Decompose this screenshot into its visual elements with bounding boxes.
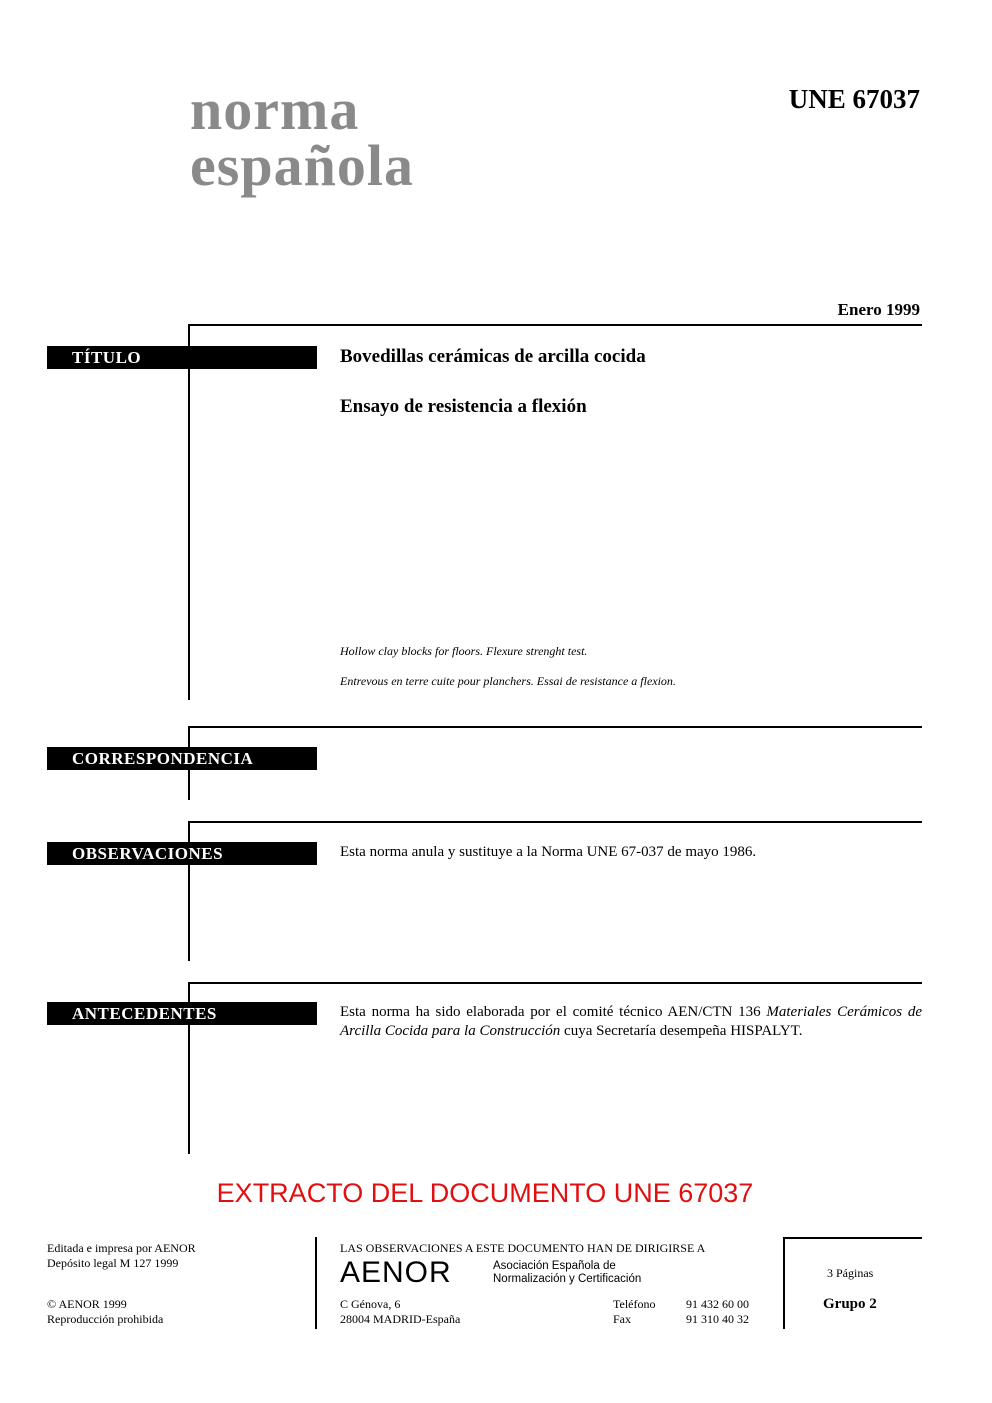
label-antecedentes: ANTECEDENTES xyxy=(47,1002,317,1025)
title-english: Hollow clay blocks for floors. Flexure strenght test. xyxy=(340,644,588,658)
aenor-org-line1: Asociación Española de xyxy=(493,1260,616,1272)
section-divider xyxy=(188,982,922,984)
footer-fax-label: Fax xyxy=(613,1312,631,1326)
footer-phone: 91 432 60 00 xyxy=(686,1297,749,1311)
page-count: 3 Páginas xyxy=(827,1266,874,1280)
norma-title-line2: española xyxy=(190,133,414,198)
footer-deposit: Depósito legal M 127 1999 xyxy=(47,1256,179,1270)
norma-title-line1: norma xyxy=(190,77,360,142)
standard-code: UNE 67037 xyxy=(788,84,920,114)
footer-address xyxy=(340,1297,460,1327)
footer-divider xyxy=(315,1237,317,1329)
footer-observations-note: LAS OBSERVACIONES A ESTE DOCUMENTO HAN DE DIRIGIRSE A xyxy=(340,1241,706,1255)
footer-contact-values xyxy=(686,1297,749,1327)
label-correspondencia: CORRESPONDENCIA xyxy=(47,747,317,770)
footer-publisher xyxy=(47,1241,196,1271)
section-divider xyxy=(188,726,922,728)
pages-box-side xyxy=(783,1237,785,1329)
footer-fax: 91 310 40 32 xyxy=(686,1312,749,1326)
title-french: Entrevous en terre cuite pour planchers. Essai de resistance a flexion. xyxy=(340,674,676,688)
norma-espanola-title xyxy=(190,77,414,198)
section-rule xyxy=(188,324,190,700)
antecedentes-text xyxy=(340,1003,922,1041)
pages-box-top xyxy=(783,1237,922,1239)
antecedentes-text-a: Esta norma ha sido elaborada por el comité técnico AEN/CTN 136 xyxy=(340,1004,767,1020)
aenor-logo: AENOR xyxy=(340,1256,452,1289)
footer-copyright: © AENOR 1999 xyxy=(47,1297,127,1311)
title-spanish-1: Bovedillas cerámicas de arcilla cocida xyxy=(340,346,646,367)
label-titulo: TÍTULO xyxy=(47,346,317,369)
section-divider xyxy=(188,821,922,823)
observaciones-text: Esta norma anula y sustituye a la Norma UNE 67-037 de mayo 1986. xyxy=(340,844,757,860)
aenor-org-name xyxy=(493,1260,641,1286)
footer-address-street: C Génova, 6 xyxy=(340,1297,401,1311)
aenor-org-line2: Normalización y Certificación xyxy=(493,1273,642,1285)
footer-edited: Editada e impresa por AENOR xyxy=(47,1241,196,1255)
footer-contact-labels xyxy=(613,1297,655,1327)
extract-notice: EXTRACTO DEL DOCUMENTO UNE 67037 xyxy=(216,1178,754,1208)
footer-address-city: 28004 MADRID-España xyxy=(340,1312,461,1326)
footer-phone-label: Teléfono xyxy=(613,1297,656,1311)
footer-reproduction: Reproducción prohibida xyxy=(47,1312,164,1326)
publication-date: Enero 1999 xyxy=(837,300,920,319)
antecedentes-text-b: cuya Secretaría desempeña HISPALYT. xyxy=(560,1023,803,1039)
section-divider xyxy=(188,324,922,326)
footer-rights xyxy=(47,1297,163,1327)
label-observaciones: OBSERVACIONES xyxy=(47,842,317,865)
price-group: Grupo 2 xyxy=(823,1296,877,1312)
title-spanish-2: Ensayo de resistencia a flexión xyxy=(340,396,587,417)
antecedentes-committee-name: Materiales Cerámicos de Arcilla Cocida para la Construcción xyxy=(340,1004,922,1039)
